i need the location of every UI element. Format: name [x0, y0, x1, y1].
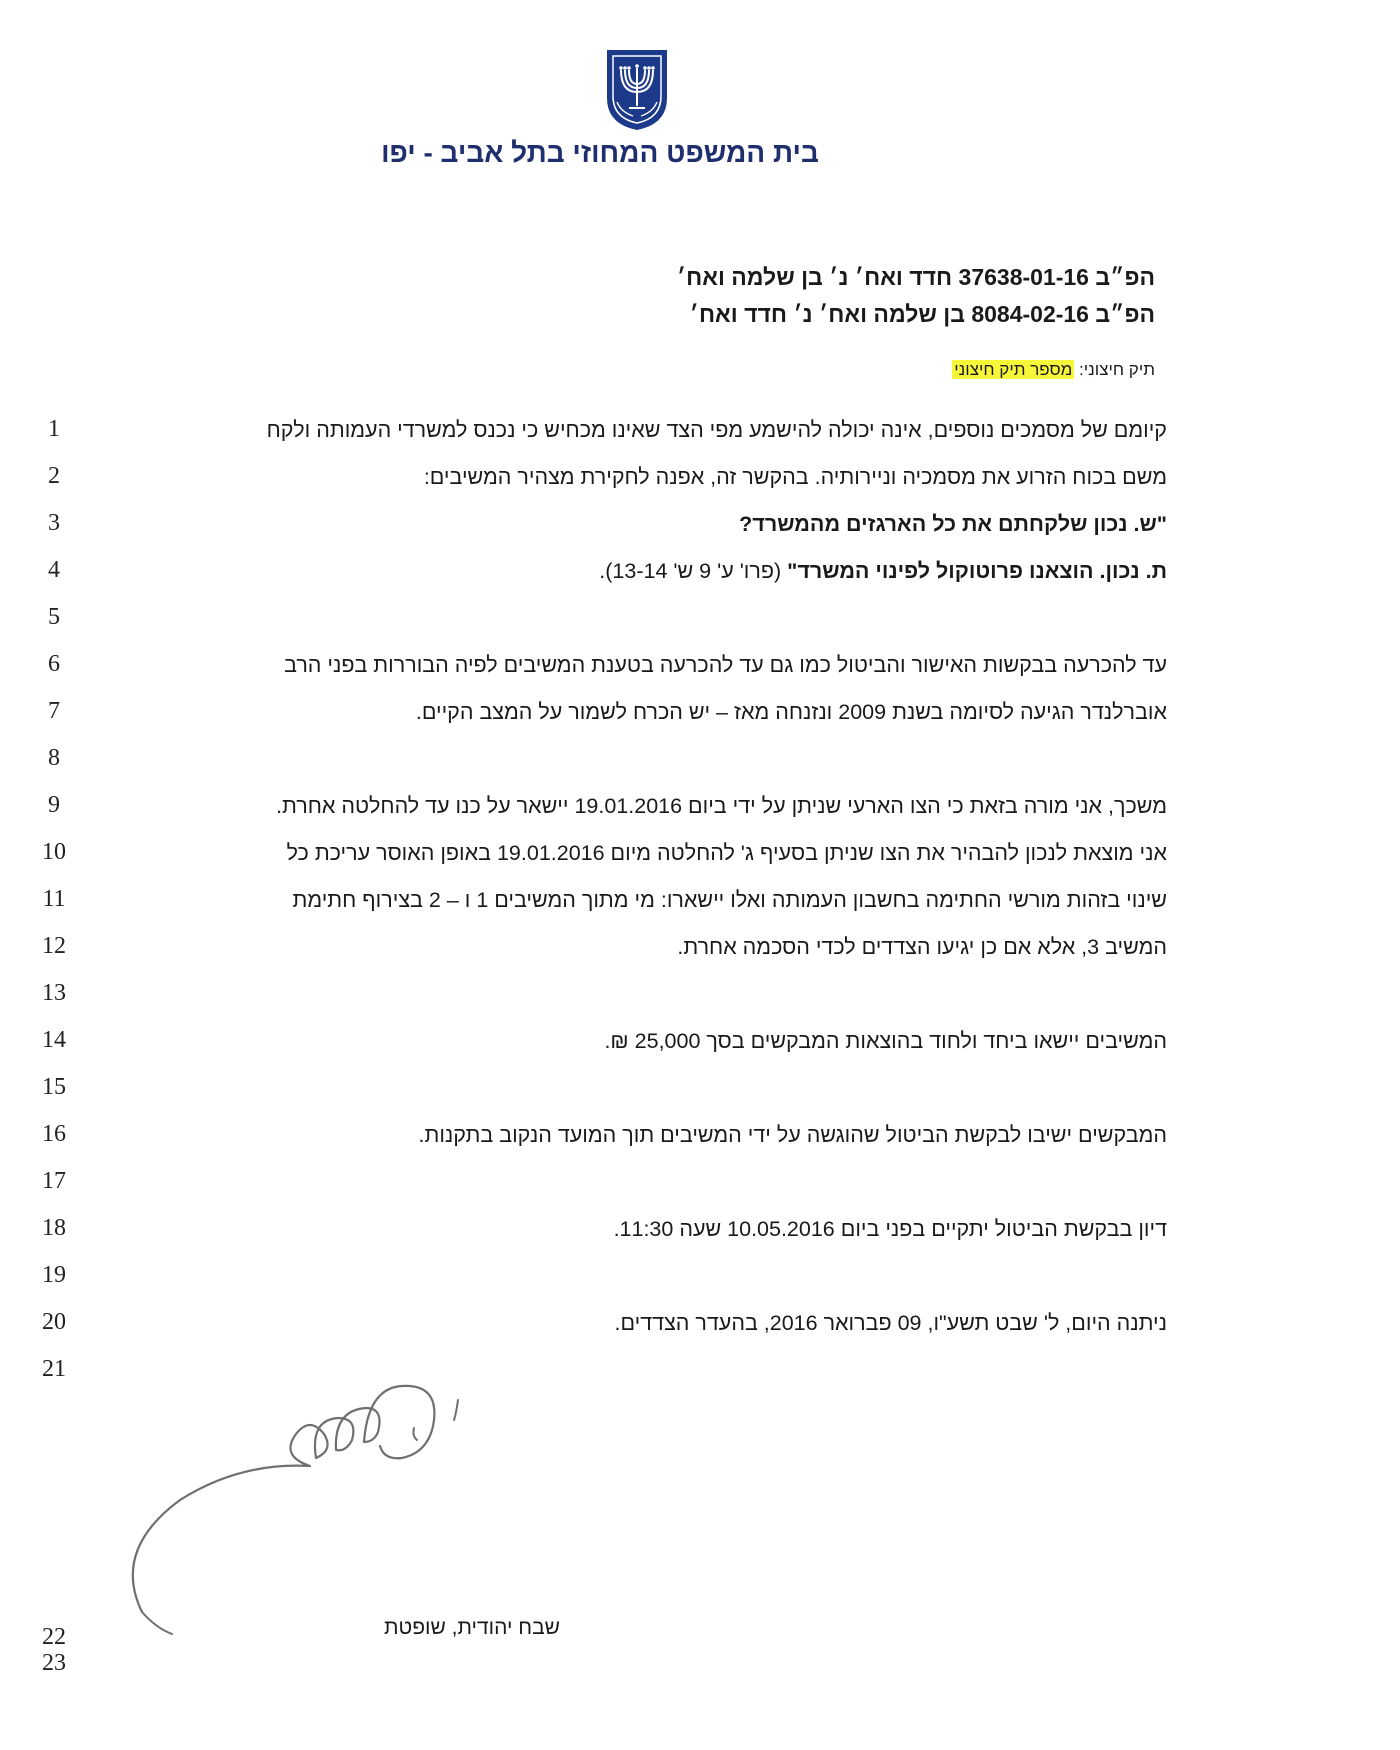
line-number: 6: [48, 651, 60, 677]
body-line-16: המבקשים ישיבו לבקשת הביטול שהוגשה על ידי המשיבים תוך המועד הנקוב בתקנות.: [418, 1123, 1167, 1147]
line-number: 23: [42, 1650, 66, 1676]
line-number: 4: [48, 557, 60, 583]
body-line-12: המשיב 3, אלא אם כן יגיעו הצדדים לכדי הסכמה אחרת.: [677, 935, 1167, 959]
line-number: 5: [48, 604, 60, 630]
line-number: 21: [42, 1356, 66, 1382]
line-number: 22: [42, 1624, 66, 1650]
line-number: 2: [48, 463, 60, 489]
line-number: 18: [42, 1215, 66, 1241]
line-number: 12: [42, 933, 66, 959]
case-line-2: הפ״ב 8084-02-16 בן שלמה ואח׳ נ׳ חדד ואח׳: [689, 301, 1155, 327]
body-line-20: ניתנה היום, ל' שבט תשע"ו, 09 פברואר 2016, בהעדר הצדדים.: [614, 1311, 1167, 1335]
line-number: 9: [48, 792, 60, 818]
line-number: 20: [42, 1309, 66, 1335]
handwritten-signature: [120, 1380, 560, 1640]
judge-signature-line: שבח יהודית, שופטת: [383, 1616, 560, 1639]
protocol-reference: (פרו' ע' 9 ש' 13-14).: [599, 559, 788, 583]
body-line-14: המשיבים יישאו ביחד ולחוד בהוצאות המבקשים בסך 25,000 ₪.: [604, 1029, 1167, 1053]
line-number: 15: [42, 1074, 66, 1100]
line-number: 8: [48, 745, 60, 771]
external-file-value: מספר תיק חיצוני: [954, 360, 1073, 379]
body-line-3: "ש. נכון שלקחתם את כל הארגזים מהמשרד?: [739, 512, 1167, 536]
body-line-7: אוברלנדר הגיעה לסיומה בשנת 2009 ונזנחה מאז – יש הכרח לשמור על המצב הקיים.: [415, 700, 1167, 724]
body-line-4: [599, 559, 1167, 584]
body-line-2: משם בכוח הזרוע את מסמכיה וניירותיה. בהקשר זה, אפנה לחקירת מצהיר המשיבים:: [423, 465, 1167, 489]
line-number: 11: [42, 886, 66, 912]
line-number: 13: [42, 980, 66, 1006]
line-number: 14: [42, 1027, 66, 1053]
case-line-1: הפ״ב 37638-01-16 חדד ואח׳ נ׳ בן שלמה ואח׳: [676, 264, 1155, 290]
body-line-10: אני מוצאת לנכון להבהיר את הצו שניתן בסעיף ג' להחלטה מיום 19.01.2016 באופן האוסר עריכת כל: [286, 841, 1167, 865]
quote-answer: ת. נכון. הוצאנו פרוטוקול לפינוי המשרד": [787, 559, 1167, 583]
external-file-label: תיק חיצוני:: [1079, 360, 1155, 379]
line-number: 10: [42, 839, 66, 865]
line-number: 16: [42, 1121, 66, 1147]
line-number: 17: [42, 1168, 66, 1194]
body-line-18: דיון בבקשת הביטול יתקיים בפני ביום 10.05.2016 שעה 11:30.: [613, 1217, 1167, 1241]
line-number: 1: [48, 416, 60, 442]
line-number: 19: [42, 1262, 66, 1288]
body-line-11: שינוי בזהות מורשי החתימה בחשבון העמותה ואלו יישארו: מי מתוך המשיבים 1 ו – 2 בצירוף חתימת: [292, 888, 1167, 912]
court-name: בית המשפט המחוזי בתל אביב - יפו: [381, 137, 819, 168]
body-line-6: עד להכרעה בבקשות האישור והביטול כמו גם עד להכרעה בטענת המשיבים לפיה הבוררות בפני הרב: [284, 653, 1167, 677]
line-number: 3: [48, 510, 60, 536]
state-emblem-icon: [603, 46, 671, 132]
body-line-1: קיומם של מסמכים נוספים, אינה יכולה להישמע מפי הצד שאינו מכחיש כי נכנס למשרדי העמותה ולקח: [266, 418, 1167, 442]
line-number: 7: [48, 698, 60, 724]
external-file-line: [952, 360, 1155, 380]
body-line-9: משכך, אני מורה בזאת כי הצו הארעי שניתן על ידי ביום 19.01.2016 יישאר על כנו עד להחלטה אחרת.: [276, 794, 1167, 818]
